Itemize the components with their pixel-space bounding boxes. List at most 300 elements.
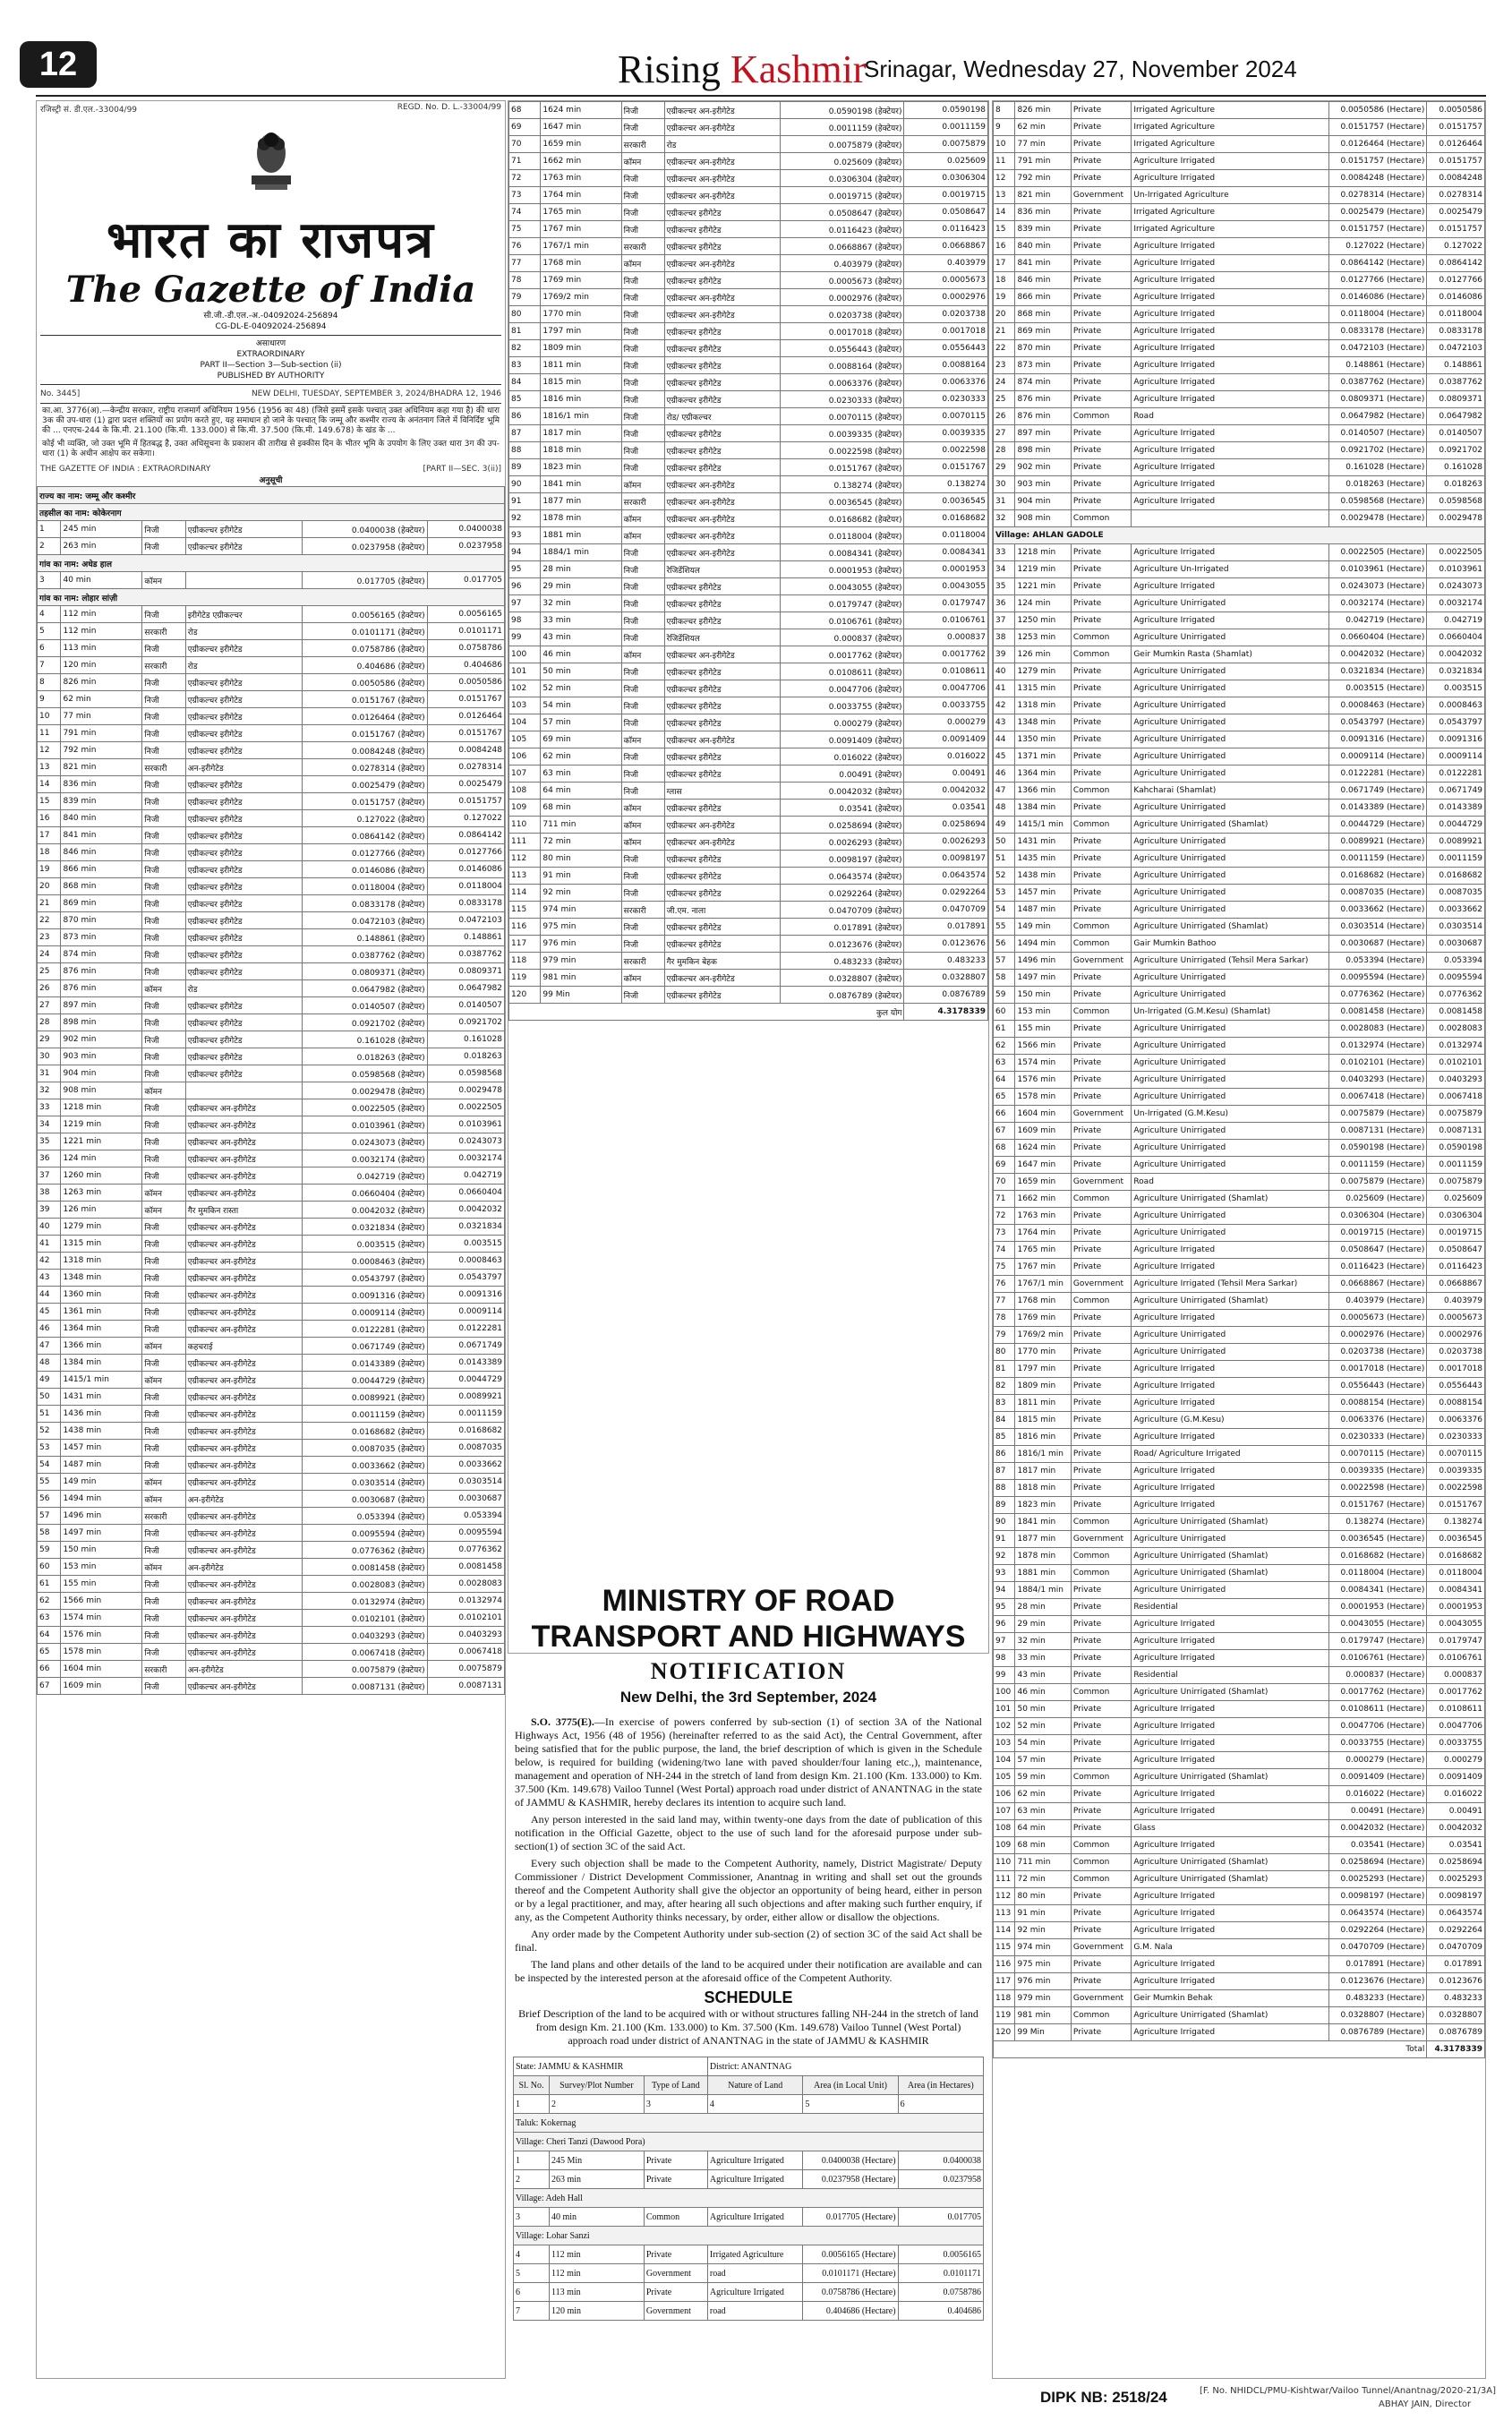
- cell-a: 0.0230333 (हेक्टेयर): [781, 391, 904, 408]
- cell-b: 0.0009114: [427, 1304, 504, 1321]
- cell-nature: Agriculture Unirrigated: [1132, 868, 1329, 885]
- cell-nature: Agriculture Irrigated: [1132, 289, 1329, 306]
- cell-a: 0.0101171 (हेक्टेयर): [303, 623, 428, 640]
- cell-nature: Agriculture Unirrigated (Shamlat): [1132, 1769, 1329, 1786]
- village-label: Village: Cheri Tanzi (Dawood Pora): [514, 2133, 984, 2151]
- cell-nature: Agriculture Irrigated: [1132, 578, 1329, 595]
- cell-b: 0.0151757: [1427, 221, 1485, 238]
- cell-sl: 52: [994, 868, 1015, 885]
- cell-sl: 40: [38, 1219, 61, 1236]
- cell-nature: रोड: [185, 623, 302, 640]
- cell-sl: 17: [38, 827, 61, 844]
- table-row: [994, 851, 1485, 868]
- cell-sl: 11: [38, 725, 61, 742]
- cell-type: Common: [1071, 1837, 1131, 1854]
- cell-sl: 31: [994, 493, 1015, 510]
- table-row: [509, 851, 988, 868]
- cell-sl: 77: [509, 255, 541, 272]
- cell: road: [707, 2264, 803, 2283]
- cell-b: 0.0106761: [904, 612, 988, 629]
- table-row: [38, 691, 505, 708]
- cell-a: 0.0203738 (Hectare): [1329, 1344, 1427, 1361]
- cell-nature: [185, 572, 302, 589]
- table-row: [994, 578, 1485, 595]
- cell-b: 0.0230333: [1427, 1429, 1485, 1446]
- cell: 0.404686: [898, 2302, 983, 2321]
- cell-b: 0.0151767: [427, 691, 504, 708]
- cell-a: 0.0002976 (हेक्टेयर): [781, 289, 904, 306]
- cell-plot: 870 min: [1015, 340, 1071, 357]
- cell-a: 0.025609 (हेक्टेयर): [781, 153, 904, 170]
- cell-sl: 84: [994, 1412, 1015, 1429]
- table-row: [509, 970, 988, 987]
- cell-plot: 63 min: [1015, 1803, 1071, 1820]
- cell-nature: Agriculture Unirrigated: [1132, 1072, 1329, 1089]
- cell-type: सरकारी: [621, 902, 664, 919]
- cell: 0.404686 (Hectare): [803, 2302, 898, 2321]
- cell-a: 0.0292264 (हेक्टेयर): [781, 885, 904, 902]
- cell-nature: एग्रीकल्चर इरीगेटेड: [664, 459, 780, 476]
- cell-a: 0.0028083 (हेक्टेयर): [303, 1576, 428, 1593]
- cell-nature: Agriculture Unirrigated: [1132, 851, 1329, 868]
- table-row: [514, 2302, 984, 2321]
- cell-sl: 4: [38, 606, 61, 623]
- table-row: [994, 1905, 1485, 1922]
- cell-sl: 90: [509, 476, 541, 493]
- table-row: [509, 408, 988, 425]
- table-row: [509, 221, 988, 238]
- cell-nature: Kahcharai (Shamlat): [1132, 783, 1329, 800]
- cell-type: Private: [1071, 1701, 1131, 1718]
- cell-a: 0.0098197 (Hectare): [1329, 1888, 1427, 1905]
- cell-type: Private: [1071, 1140, 1131, 1157]
- cell-nature: Agriculture Irrigated: [1132, 1922, 1329, 1939]
- cell-b: 0.0029478: [1427, 510, 1485, 527]
- cell-type: Private: [1071, 1922, 1131, 1939]
- cell-nature: Un-Irrigated Agriculture: [1132, 187, 1329, 204]
- cell-nature: एग्रीकल्चर इरीगेटेड: [185, 725, 302, 742]
- cell-b: 0.0017018: [904, 323, 988, 340]
- cell-b: 0.025609: [904, 153, 988, 170]
- cell-type: Private: [1071, 578, 1131, 595]
- cell-sl: 84: [509, 374, 541, 391]
- cell-nature: Agriculture Irrigated: [1132, 1463, 1329, 1480]
- table-row: [38, 810, 505, 827]
- cell-a: 0.0776362 (हेक्टेयर): [303, 1542, 428, 1559]
- cell-b: 0.0146086: [1427, 289, 1485, 306]
- cell-type: निजी: [142, 929, 185, 946]
- cell-nature: एग्रीकल्चर इरीगेटेड: [185, 776, 302, 793]
- table-row: [38, 946, 505, 963]
- cell-a: 0.0095594 (Hectare): [1329, 970, 1427, 987]
- cell-plot: 1279 min: [61, 1219, 142, 1236]
- cell-type: Private: [1071, 1259, 1131, 1276]
- cell-plot: 1279 min: [1015, 663, 1071, 680]
- cell-sl: 91: [994, 1531, 1015, 1548]
- cell-plot: 92 min: [1015, 1922, 1071, 1939]
- cell-nature: एग्रीकल्चर इरीगेटेड: [664, 357, 780, 374]
- cell-b: 0.0660404: [427, 1185, 504, 1202]
- cell-type: निजी: [142, 997, 185, 1014]
- cell-b: 0.0590198: [904, 102, 988, 119]
- cell-nature: एग्रीकल्चर अन-इरीगेटेड: [664, 510, 780, 527]
- cell-b: 0.0091409: [1427, 1769, 1485, 1786]
- table-row: [994, 1021, 1485, 1038]
- cell-nature: जी.एम. नाला: [664, 902, 780, 919]
- cell-sl: 56: [38, 1491, 61, 1508]
- cell-plot: 68 min: [1015, 1837, 1071, 1854]
- cell-a: 0.0116423 (Hectare): [1329, 1259, 1427, 1276]
- cell-a: 0.0647982 (Hectare): [1329, 408, 1427, 425]
- cell-a: 0.0598568 (हेक्टेयर): [303, 1065, 428, 1082]
- cell-plot: 908 min: [61, 1082, 142, 1099]
- table-row: [509, 987, 988, 1004]
- cell-type: Private: [1071, 1616, 1131, 1633]
- cell-sl: 93: [994, 1565, 1015, 1582]
- table-row: [38, 980, 505, 997]
- cell-a: 0.0017018 (हेक्टेयर): [781, 323, 904, 340]
- cell-b: 0.000837: [904, 629, 988, 646]
- cell-a: 0.0590198 (Hectare): [1329, 1140, 1427, 1157]
- table-row: [994, 783, 1485, 800]
- table-row: [509, 238, 988, 255]
- cell-sl: 24: [994, 374, 1015, 391]
- cell-sl: 104: [509, 714, 541, 731]
- cell-sl: 94: [509, 544, 541, 561]
- table-row: [38, 538, 505, 555]
- cell-a: 0.000837 (हेक्टेयर): [781, 629, 904, 646]
- cell-type: Common: [1071, 1565, 1131, 1582]
- cell-plot: 974 min: [541, 902, 621, 919]
- table-row: [994, 1123, 1485, 1140]
- table-row: [38, 742, 505, 759]
- cell-nature: रोड: [185, 980, 302, 997]
- cell-sl: 41: [38, 1236, 61, 1253]
- cell-nature: Agriculture Irrigated: [1132, 1956, 1329, 1973]
- cell-sl: 65: [994, 1089, 1015, 1106]
- cell-a: 0.127022 (Hectare): [1329, 238, 1427, 255]
- cell-plot: 1662 min: [541, 153, 621, 170]
- table-row: [509, 340, 988, 357]
- cell-plot: 1816/1 min: [1015, 1446, 1071, 1463]
- cell-sl: 21: [994, 323, 1015, 340]
- cell-nature: एग्रीकल्चर अन-इरीगेटेड: [185, 1440, 302, 1457]
- cell-sl: 96: [994, 1616, 1015, 1633]
- cell-a: 0.0122281 (हेक्टेयर): [303, 1321, 428, 1338]
- cell-type: निजी: [142, 895, 185, 912]
- cell-plot: 1494 min: [61, 1491, 142, 1508]
- cell-nature: Agriculture Irrigated: [1132, 1378, 1329, 1395]
- cell-type: निजी: [142, 1048, 185, 1065]
- cell-nature: Agriculture Unirrigated: [1132, 1208, 1329, 1225]
- cell-type: कॉमन: [142, 1338, 185, 1355]
- cell-b: 0.0019715: [904, 187, 988, 204]
- cell-a: 0.0025479 (हेक्टेयर): [303, 776, 428, 793]
- cell-a: 0.0660404 (हेक्टेयर): [303, 1185, 428, 1202]
- cell-plot: 153 min: [61, 1559, 142, 1576]
- cell-nature: Agriculture Unirrigated: [1132, 1021, 1329, 1038]
- table-row: [38, 1253, 505, 1270]
- cell-b: 0.0087035: [1427, 885, 1485, 902]
- cell-plot: 1384 min: [61, 1355, 142, 1372]
- cell-b: 0.0095594: [1427, 970, 1485, 987]
- cell-b: 0.0095594: [427, 1525, 504, 1542]
- cell-b: 0.025609: [1427, 1191, 1485, 1208]
- cell-type: निजी: [621, 595, 664, 612]
- cell-type: Private: [1071, 1446, 1131, 1463]
- village-label: Village: Adeh Hall: [514, 2189, 984, 2208]
- table-row: [994, 1157, 1485, 1174]
- cell-type: Private: [1071, 374, 1131, 391]
- cell-plot: 1497 min: [1015, 970, 1071, 987]
- cell-a: 0.000837 (Hectare): [1329, 1667, 1427, 1684]
- cell-type: Private: [1071, 306, 1131, 323]
- cell-sl: 13: [38, 759, 61, 776]
- cell-a: 0.0087035 (हेक्टेयर): [303, 1440, 428, 1457]
- table-row: [994, 748, 1485, 765]
- cell-plot: 903 min: [61, 1048, 142, 1065]
- cell-nature: Agriculture Irrigated: [1132, 357, 1329, 374]
- table-row: [994, 919, 1485, 936]
- cell-sl: 9: [38, 691, 61, 708]
- cell-plot: 711 min: [541, 817, 621, 834]
- table-row: [994, 391, 1485, 408]
- cell-a: 0.03541 (हेक्टेयर): [781, 800, 904, 817]
- cell-nature: गैर मुमकिन बेहक: [664, 953, 780, 970]
- cell-a: 0.0098197 (हेक्टेयर): [781, 851, 904, 868]
- table-row: [994, 119, 1485, 136]
- table-row: [994, 1310, 1485, 1327]
- cell-type: निजी: [621, 289, 664, 306]
- cell-b: 0.0776362: [427, 1542, 504, 1559]
- cell-plot: 63 min: [541, 765, 621, 783]
- cell-b: 0.000279: [904, 714, 988, 731]
- cell-plot: 1659 min: [541, 136, 621, 153]
- table-row: [994, 1803, 1485, 1820]
- cell-plot: 1497 min: [61, 1525, 142, 1542]
- cell-type: निजी: [142, 1576, 185, 1593]
- col-num: 5: [803, 2095, 898, 2114]
- cell-sl: 66: [38, 1661, 61, 1678]
- table-row: [38, 1167, 505, 1185]
- table-row: [994, 1684, 1485, 1701]
- cell-sl: 29: [38, 1031, 61, 1048]
- cell-b: 0.053394: [1427, 953, 1485, 970]
- cell-type: निजी: [621, 578, 664, 595]
- cell-type: निजी: [142, 1236, 185, 1253]
- cell-sl: 79: [994, 1327, 1015, 1344]
- cell-sl: 53: [994, 885, 1015, 902]
- village-row: [994, 527, 1485, 544]
- table-row: [994, 442, 1485, 459]
- cell-nature: Geir Mumkin Behak: [1132, 1990, 1329, 2007]
- notification-place-date: New Delhi, the 3rd September, 2024: [619, 1689, 877, 1706]
- cell-a: 0.0306304 (Hectare): [1329, 1208, 1427, 1225]
- cell-plot: 791 min: [61, 725, 142, 742]
- cell-b: 0.0472103: [427, 912, 504, 929]
- table-row: [509, 391, 988, 408]
- cell-plot: 126 min: [1015, 646, 1071, 663]
- cell-b: 0.0087131: [427, 1678, 504, 1695]
- cell-sl: 101: [509, 663, 541, 680]
- table-row: [38, 1236, 505, 1253]
- cell-plot: 1609 min: [1015, 1123, 1071, 1140]
- cell-type: निजी: [621, 868, 664, 885]
- cell-a: 0.0036545 (Hectare): [1329, 1531, 1427, 1548]
- cell-plot: 1250 min: [1015, 612, 1071, 629]
- cell-type: निजी: [142, 674, 185, 691]
- cell-nature: Agriculture Irrigated: [1132, 1361, 1329, 1378]
- cell-b: 0.0292264: [1427, 1922, 1485, 1939]
- table-row: [994, 1514, 1485, 1531]
- table-row: [38, 1508, 505, 1525]
- cell-nature: एग्रीकल्चर इरीगेटेड: [185, 674, 302, 691]
- cell-plot: 80 min: [541, 851, 621, 868]
- cell-type: निजी: [142, 708, 185, 725]
- cell-b: 0.0127766: [1427, 272, 1485, 289]
- col-header: Area (in Local Unit): [803, 2076, 898, 2095]
- cell-plot: 846 min: [61, 844, 142, 861]
- cell-nature: Agriculture Irrigated: [1132, 1905, 1329, 1922]
- cell-sl: 69: [509, 119, 541, 136]
- cell-b: 0.0876789: [1427, 2024, 1485, 2041]
- cell-type: कॉमन: [621, 970, 664, 987]
- cell-nature: रेजिडेंशियल: [664, 561, 780, 578]
- village-label: गांव का नाम: लोहार सांज़ी: [38, 589, 505, 606]
- cell-plot: 1318 min: [61, 1253, 142, 1270]
- cell-type: निजी: [621, 272, 664, 289]
- cell-b: 0.0876789: [904, 987, 988, 1004]
- cell-sl: 20: [994, 306, 1015, 323]
- village-row: [514, 2227, 984, 2245]
- cell-plot: 841 min: [61, 827, 142, 844]
- cell-a: 0.0084248 (Hectare): [1329, 170, 1427, 187]
- cell-b: 0.0081458: [427, 1559, 504, 1576]
- cell-sl: 23: [994, 357, 1015, 374]
- table-row: [994, 102, 1485, 119]
- cell-sl: 39: [994, 646, 1015, 663]
- cell-sl: 109: [509, 800, 541, 817]
- table-row: [994, 1072, 1485, 1089]
- cell-a: 0.0032174 (हेक्टेयर): [303, 1150, 428, 1167]
- cell-nature: Agriculture Irrigated: [1132, 425, 1329, 442]
- cell-nature: एग्रीकल्चर अन-इरीगेटेड: [185, 1423, 302, 1440]
- cell-b: 0.017705: [427, 572, 504, 589]
- cell-plot: 43 min: [1015, 1667, 1071, 1684]
- cell-b: 0.0116423: [1427, 1259, 1485, 1276]
- cell-b: 0.0042032: [1427, 1820, 1485, 1837]
- cell-type: कॉमन: [142, 1202, 185, 1219]
- cell: Private: [644, 2151, 707, 2170]
- cell-plot: 62 min: [1015, 1786, 1071, 1803]
- cell-a: 0.0084341 (Hectare): [1329, 1582, 1427, 1599]
- cell-type: Private: [1071, 1055, 1131, 1072]
- cell-a: 0.0508647 (हेक्टेयर): [781, 204, 904, 221]
- cell-nature: Agriculture Unirrigated (Shamlat): [1132, 1548, 1329, 1565]
- table-row: [994, 1293, 1485, 1310]
- hindi-schedule-table: [37, 486, 505, 1695]
- cell-a: 0.0075879 (हेक्टेयर): [303, 1661, 428, 1678]
- cell-plot: 64 min: [1015, 1820, 1071, 1837]
- cell: 0.0056165: [898, 2245, 983, 2264]
- cell-a: 0.0472103 (हेक्टेयर): [303, 912, 428, 929]
- cell-a: 0.0776362 (Hectare): [1329, 987, 1427, 1004]
- cell-sl: 86: [509, 408, 541, 425]
- cell-sl: 59: [38, 1542, 61, 1559]
- cell-a: 0.016022 (Hectare): [1329, 1786, 1427, 1803]
- cell-a: 0.127022 (हेक्टेयर): [303, 810, 428, 827]
- signatory: ABHAY JAIN, Director: [1379, 2399, 1472, 2409]
- cell-a: 0.0303514 (हेक्टेयर): [303, 1474, 428, 1491]
- cell-sl: 19: [994, 289, 1015, 306]
- cell-a: 0.0088154 (Hectare): [1329, 1395, 1427, 1412]
- state-district-row: [514, 2057, 984, 2076]
- cell-a: 0.0833178 (Hectare): [1329, 323, 1427, 340]
- cell-a: 0.0033755 (हेक्टेयर): [781, 697, 904, 714]
- cell-b: 0.0002976: [904, 289, 988, 306]
- cell-a: 0.0921702 (Hectare): [1329, 442, 1427, 459]
- cell-type: Private: [1071, 1718, 1131, 1735]
- table-row: [509, 680, 988, 697]
- cell-nature: एग्रीकल्चर इरीगेटेड: [664, 272, 780, 289]
- cell-nature: एग्रीकल्चर अन-इरीगेटेड: [185, 1457, 302, 1474]
- cell-a: 0.0089921 (हेक्टेयर): [303, 1389, 428, 1406]
- cell-sl: 36: [994, 595, 1015, 612]
- table-row: [38, 725, 505, 742]
- cell-a: 0.0203738 (हेक्टेयर): [781, 306, 904, 323]
- cell-nature: Agriculture Irrigated: [1132, 1310, 1329, 1327]
- cell-sl: 61: [38, 1576, 61, 1593]
- cell-b: 0.0050586: [1427, 102, 1485, 119]
- cell-nature: Agriculture Unirrigated: [1132, 663, 1329, 680]
- cell-type: Private: [1071, 1650, 1131, 1667]
- cell-type: कॉमन: [621, 800, 664, 817]
- cell-type: निजी: [142, 1423, 185, 1440]
- table-row: [994, 2024, 1485, 2041]
- table-row: [38, 1321, 505, 1338]
- col-num: 2: [550, 2095, 645, 2114]
- table-row: [509, 425, 988, 442]
- village-row: [514, 2189, 984, 2208]
- cell-plot: 1809 min: [541, 340, 621, 357]
- tehsil-label: Taluk: Kokernag: [514, 2114, 984, 2133]
- cell-sl: 93: [509, 527, 541, 544]
- cell-a: 0.0278314 (Hectare): [1329, 187, 1427, 204]
- cell-sl: 25: [994, 391, 1015, 408]
- cell-plot: 791 min: [1015, 153, 1071, 170]
- cell-b: 0.03541: [904, 800, 988, 817]
- cell-sl: 9: [994, 119, 1015, 136]
- table-row: [994, 1191, 1485, 1208]
- cell-a: 0.0122281 (Hectare): [1329, 765, 1427, 783]
- total-label: कुल योग: [509, 1004, 904, 1021]
- cell-nature: एग्रीकल्चर अन-इरीगेटेड: [185, 1610, 302, 1627]
- cell-nature: Irrigated Agriculture: [1132, 204, 1329, 221]
- table-row: [38, 1270, 505, 1287]
- cell-type: Private: [1071, 1973, 1131, 1990]
- table-row: [509, 902, 988, 919]
- cell-a: 0.0123676 (Hectare): [1329, 1973, 1427, 1990]
- cell-a: 0.0243073 (Hectare): [1329, 578, 1427, 595]
- cell-type: Private: [1071, 1735, 1131, 1752]
- cell-nature: एग्रीकल्चर इरीगेटेड: [664, 868, 780, 885]
- table-row: [994, 697, 1485, 714]
- cell-plot: 1435 min: [1015, 851, 1071, 868]
- table-row: [994, 1429, 1485, 1446]
- cell-a: 0.0278314 (हेक्टेयर): [303, 759, 428, 776]
- cell-a: 0.0089921 (Hectare): [1329, 834, 1427, 851]
- cell-sl: 52: [38, 1423, 61, 1440]
